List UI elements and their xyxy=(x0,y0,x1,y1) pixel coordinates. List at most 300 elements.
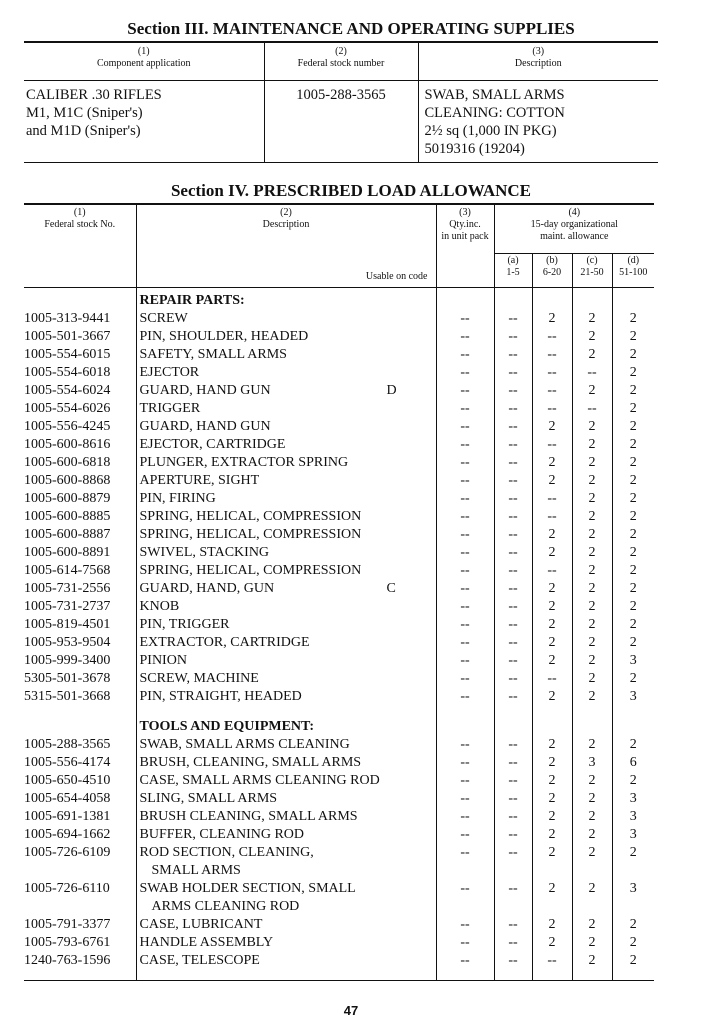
qty-in-unit-pack: -- xyxy=(436,310,494,328)
allowance-a: -- xyxy=(494,598,532,616)
allowance-a: -- xyxy=(494,490,532,508)
federal-stock-number: 1005-691-1381 xyxy=(24,809,111,824)
federal-stock-number: 1005-791-3377 xyxy=(24,917,111,932)
allowance-d: 3 xyxy=(612,808,654,826)
allowance-b: -- xyxy=(532,562,572,580)
header-component-application xyxy=(24,42,264,81)
header-label: Description xyxy=(262,219,310,230)
federal-stock-number: 1005-819-4501 xyxy=(24,617,111,632)
header-federal-stock-number xyxy=(264,42,418,81)
description-line: PIN, FIRING xyxy=(139,491,216,506)
qty-in-unit-pack: -- xyxy=(436,382,494,400)
spacer-cell xyxy=(612,706,654,714)
allowance-a: -- xyxy=(494,634,532,652)
spacer-cell xyxy=(136,706,436,714)
group-gap-row xyxy=(24,706,654,714)
allowance-c: 2 xyxy=(572,670,612,688)
federal-stock-number: 1005-731-2556 xyxy=(24,581,111,596)
allowance-d: 2 xyxy=(612,580,654,598)
allowance-d: 2 xyxy=(612,916,654,934)
description-line: BRUSH CLEANING, SMALL ARMS xyxy=(139,809,358,824)
allowance-d: 2 xyxy=(612,400,654,418)
allowance-a: -- xyxy=(494,736,532,754)
allowance-b: 2 xyxy=(532,472,572,490)
description-line: PIN, STRAIGHT, HEADED xyxy=(139,689,302,704)
table-row xyxy=(24,346,654,364)
header-description xyxy=(418,42,658,81)
subheader-letter: (c) xyxy=(586,255,598,266)
text-line: SWAB, SMALL ARMS xyxy=(424,87,565,103)
description-line: CASE, TELESCOPE xyxy=(139,953,260,968)
section-4-title: Section IV. PRESCRIBED LOAD ALLOWANCE xyxy=(170,181,532,200)
allowance-d: 2 xyxy=(612,436,654,454)
allowance-c: 3 xyxy=(572,754,612,772)
table-row xyxy=(24,754,654,772)
allowance-c: 2 xyxy=(572,634,612,652)
header-label: maint. allowance xyxy=(540,231,609,242)
allowance-b: 2 xyxy=(532,580,572,598)
allowance-c: 2 xyxy=(572,808,612,826)
federal-stock-number: 1005-556-4245 xyxy=(24,419,111,434)
allowance-a: -- xyxy=(494,508,532,526)
allowance-d: 2 xyxy=(612,526,654,544)
table-row xyxy=(24,688,654,706)
allowance-c: 2 xyxy=(572,616,612,634)
allowance-b: -- xyxy=(532,508,572,526)
subheader-range: 6-20 xyxy=(542,267,562,278)
header-number: (3) xyxy=(532,46,545,57)
allowance-d: 2 xyxy=(612,670,654,688)
header-number: (4) xyxy=(568,207,581,218)
prescribed-load-table xyxy=(24,203,654,981)
page-number: 47 xyxy=(343,1003,359,1018)
table-row xyxy=(24,598,654,616)
federal-stock-number: 1005-600-8891 xyxy=(24,545,111,560)
allowance-a: -- xyxy=(494,934,532,952)
description-continuation: ARMS CLEANING ROD xyxy=(151,899,300,914)
item-description xyxy=(136,934,436,952)
spacer-cell xyxy=(24,970,136,981)
table-row xyxy=(24,490,654,508)
allowance-d: 2 xyxy=(612,382,654,400)
allowance-d: 2 xyxy=(612,508,654,526)
header-label: Federal stock number xyxy=(297,58,385,69)
description-line: SAFETY, SMALL ARMS xyxy=(139,347,287,362)
allowance-c: 2 xyxy=(572,490,612,508)
item-description xyxy=(136,508,436,526)
allowance-b: -- xyxy=(532,346,572,364)
allowance-b: 2 xyxy=(532,544,572,562)
table-row xyxy=(24,808,654,826)
qty-in-unit-pack: -- xyxy=(436,826,494,844)
subheader-letter: (a) xyxy=(507,255,519,266)
subheader-letter: (b) xyxy=(546,255,558,266)
item-description xyxy=(136,454,436,472)
allowance-a: -- xyxy=(494,400,532,418)
qty-in-unit-pack: -- xyxy=(436,490,494,508)
allowance-d: 2 xyxy=(612,634,654,652)
spacer-cell xyxy=(494,970,532,981)
allowance-a: -- xyxy=(494,418,532,436)
table-row xyxy=(24,310,654,328)
allowance-a: -- xyxy=(494,310,532,328)
qty-in-unit-pack: -- xyxy=(436,508,494,526)
allowance-d: 2 xyxy=(612,364,654,382)
federal-stock-number: 1005-793-6761 xyxy=(24,935,111,950)
allowance-c: 2 xyxy=(572,562,612,580)
federal-stock-number: 1005-600-6818 xyxy=(24,455,111,470)
allowance-d: 2 xyxy=(612,328,654,346)
allowance-b: 2 xyxy=(532,790,572,808)
federal-stock-number: 1005-554-6024 xyxy=(24,383,111,398)
federal-stock-number: 1005-600-8887 xyxy=(24,527,111,542)
allowance-a: -- xyxy=(494,670,532,688)
description-line: SCREW xyxy=(139,311,188,326)
allowance-c: 2 xyxy=(572,880,612,916)
empty-quantity-cell xyxy=(612,714,654,736)
allowance-c: -- xyxy=(572,400,612,418)
description-line: BRUSH, CLEANING, SMALL ARMS xyxy=(139,755,362,770)
item-description xyxy=(136,526,436,544)
allowance-a: -- xyxy=(494,826,532,844)
allowance-b: 2 xyxy=(532,754,572,772)
description-line: SCREW, MACHINE xyxy=(139,671,259,686)
item-description xyxy=(136,652,436,670)
qty-in-unit-pack: -- xyxy=(436,790,494,808)
table-row xyxy=(24,580,654,598)
table-row xyxy=(24,382,654,400)
table-row xyxy=(24,436,654,454)
empty-stock-cell xyxy=(24,714,136,736)
spacer-cell xyxy=(436,706,494,714)
federal-stock-number: 5305-501-3678 xyxy=(24,671,111,686)
header-number: (2) xyxy=(280,207,292,218)
federal-stock-number: 1005-726-6109 xyxy=(24,845,111,860)
group-title: TOOLS AND EQUIPMENT: xyxy=(136,714,436,736)
description-line: PIN, SHOULDER, HEADED xyxy=(139,329,309,344)
group-heading-row xyxy=(24,714,654,736)
item-description xyxy=(136,346,436,364)
allowance-b: 2 xyxy=(532,934,572,952)
allowance-a: -- xyxy=(494,382,532,400)
subheader-c xyxy=(572,254,612,288)
description-line: EXTRACTOR, CARTRIDGE xyxy=(139,635,310,650)
allowance-c: 2 xyxy=(572,454,612,472)
table-row xyxy=(24,952,654,970)
item-description xyxy=(136,670,436,688)
description-line: SWAB HOLDER SECTION, SMALL xyxy=(139,881,356,896)
allowance-a: -- xyxy=(494,436,532,454)
allowance-c: 2 xyxy=(572,580,612,598)
text-line: 5019316 (19204) xyxy=(424,141,525,157)
allowance-b: 2 xyxy=(532,634,572,652)
allowance-c: 2 xyxy=(572,436,612,454)
allowance-c: 2 xyxy=(572,526,612,544)
item-description xyxy=(136,790,436,808)
allowance-d: 2 xyxy=(612,952,654,970)
header-label: 15-day organizational xyxy=(530,219,618,230)
empty-quantity-cell xyxy=(572,714,612,736)
table-row xyxy=(24,472,654,490)
prescribed-load-body xyxy=(24,288,654,981)
description-line: KNOB xyxy=(139,599,180,614)
allowance-a: -- xyxy=(494,580,532,598)
allowance-d: 2 xyxy=(612,844,654,880)
item-description xyxy=(136,598,436,616)
allowance-a: -- xyxy=(494,688,532,706)
federal-stock-number: 1005-288-3565 xyxy=(24,737,111,752)
qty-in-unit-pack: -- xyxy=(436,772,494,790)
allowance-b: 2 xyxy=(532,916,572,934)
allowance-b: 2 xyxy=(532,526,572,544)
allowance-d: 2 xyxy=(612,772,654,790)
spacer-cell xyxy=(494,706,532,714)
allowance-a: -- xyxy=(494,526,532,544)
qty-in-unit-pack: -- xyxy=(436,346,494,364)
qty-in-unit-pack: -- xyxy=(436,400,494,418)
federal-stock-number: 1005-654-4058 xyxy=(24,791,111,806)
subheader-a xyxy=(494,254,532,288)
description-cell xyxy=(418,81,658,163)
federal-stock-number: 1005-313-9441 xyxy=(24,311,111,326)
header-label: in unit pack xyxy=(441,231,489,242)
table-row xyxy=(24,526,654,544)
allowance-a: -- xyxy=(494,472,532,490)
header-number: (3) xyxy=(459,207,471,218)
table-row xyxy=(24,418,654,436)
allowance-a: -- xyxy=(494,952,532,970)
qty-in-unit-pack: -- xyxy=(436,454,494,472)
item-description xyxy=(136,490,436,508)
federal-stock-number: 1005-600-8616 xyxy=(24,437,111,452)
qty-in-unit-pack: -- xyxy=(436,364,494,382)
usable-on-code: C xyxy=(386,581,396,596)
allowance-d: 2 xyxy=(612,472,654,490)
empty-quantity-cell xyxy=(436,714,494,736)
item-description xyxy=(136,772,436,790)
description-line: SPRING, HELICAL, COMPRESSION xyxy=(139,563,362,578)
allowance-c: 2 xyxy=(572,652,612,670)
allowance-a: -- xyxy=(494,844,532,880)
allowance-b: 2 xyxy=(532,736,572,754)
item-description xyxy=(136,436,436,454)
item-description xyxy=(136,544,436,562)
spacer-cell xyxy=(24,706,136,714)
allowance-a: -- xyxy=(494,754,532,772)
allowance-b: -- xyxy=(532,670,572,688)
allowance-c: 2 xyxy=(572,688,612,706)
allowance-a: -- xyxy=(494,652,532,670)
qty-in-unit-pack: -- xyxy=(436,598,494,616)
description-line: HANDLE ASSEMBLY xyxy=(139,935,274,950)
allowance-d: 2 xyxy=(612,598,654,616)
federal-stock-number: 1005-600-8868 xyxy=(24,473,111,488)
allowance-b: 2 xyxy=(532,616,572,634)
allowance-a: -- xyxy=(494,808,532,826)
table-row xyxy=(24,880,654,916)
allowance-b: 2 xyxy=(532,844,572,880)
federal-stock-number: 1005-694-1662 xyxy=(24,827,111,842)
header-label: Component application xyxy=(96,58,191,69)
description-line: EJECTOR xyxy=(139,365,200,380)
description-line: GUARD, HAND GUN xyxy=(139,383,271,398)
allowance-c: 2 xyxy=(572,328,612,346)
description-line: TRIGGER xyxy=(139,401,201,416)
item-description xyxy=(136,880,436,916)
spacer-cell xyxy=(436,970,494,981)
table-row xyxy=(24,634,654,652)
item-description xyxy=(136,688,436,706)
item-description xyxy=(136,328,436,346)
allowance-b: -- xyxy=(532,436,572,454)
allowance-c: 2 xyxy=(572,382,612,400)
spacer-cell xyxy=(136,970,436,981)
federal-stock-number: 5315-501-3668 xyxy=(24,689,111,704)
subheader-range: 21-50 xyxy=(580,267,604,278)
allowance-b: 2 xyxy=(532,808,572,826)
item-description xyxy=(136,754,436,772)
usable-on-code: D xyxy=(386,383,397,398)
qty-in-unit-pack: -- xyxy=(436,562,494,580)
qty-in-unit-pack: -- xyxy=(436,934,494,952)
empty-quantity-cell xyxy=(436,288,494,311)
allowance-d: 3 xyxy=(612,688,654,706)
qty-in-unit-pack: -- xyxy=(436,580,494,598)
allowance-d: 2 xyxy=(612,418,654,436)
qty-in-unit-pack: -- xyxy=(436,844,494,880)
item-description xyxy=(136,418,436,436)
allowance-b: 2 xyxy=(532,826,572,844)
table-row xyxy=(24,916,654,934)
allowance-d: 2 xyxy=(612,490,654,508)
federal-stock-number: 1005-501-3667 xyxy=(24,329,111,344)
qty-in-unit-pack: -- xyxy=(436,472,494,490)
spacer-cell xyxy=(532,970,572,981)
stock-number-cell: 1005-288-3565 xyxy=(264,81,418,163)
allowance-b: 2 xyxy=(532,688,572,706)
group-heading-row xyxy=(24,288,654,311)
item-description xyxy=(136,916,436,934)
allowance-c: -- xyxy=(572,364,612,382)
federal-stock-number: 1005-731-2737 xyxy=(24,599,111,614)
federal-stock-number: 1005-600-8885 xyxy=(24,509,111,524)
item-description xyxy=(136,616,436,634)
allowance-a: -- xyxy=(494,772,532,790)
description-line: GUARD, HAND GUN xyxy=(139,419,271,434)
qty-in-unit-pack: -- xyxy=(436,952,494,970)
allowance-b: 2 xyxy=(532,880,572,916)
text-line: CALIBER .30 RIFLES xyxy=(26,87,162,103)
allowance-b: 2 xyxy=(532,310,572,328)
federal-stock-number: 1005-953-9504 xyxy=(24,635,111,650)
allowance-c: 2 xyxy=(572,772,612,790)
allowance-c: 2 xyxy=(572,934,612,952)
table-header-row xyxy=(24,42,658,81)
qty-in-unit-pack: -- xyxy=(436,616,494,634)
spacer-cell xyxy=(572,706,612,714)
subheader-d xyxy=(612,254,654,288)
text-line: and M1D (Sniper's) xyxy=(26,123,141,139)
header-federal-stock-no xyxy=(24,204,136,288)
header-number: (1) xyxy=(73,207,86,218)
description-line: SPRING, HELICAL, COMPRESSION xyxy=(139,509,362,524)
allowance-c: 2 xyxy=(572,598,612,616)
header-description xyxy=(136,204,436,288)
qty-in-unit-pack: -- xyxy=(436,436,494,454)
allowance-b: -- xyxy=(532,952,572,970)
table-row xyxy=(24,844,654,880)
allowance-a: -- xyxy=(494,346,532,364)
allowance-d: 3 xyxy=(612,790,654,808)
allowance-a: -- xyxy=(494,880,532,916)
table-row xyxy=(24,670,654,688)
spacer-cell xyxy=(572,970,612,981)
allowance-a: -- xyxy=(494,454,532,472)
header-label: Federal stock No. xyxy=(44,219,116,230)
federal-stock-number: 1005-726-6110 xyxy=(24,881,110,896)
header-qty-inc-unit-pack xyxy=(436,204,494,288)
text-line: 2½ sq (1,000 IN PKG) xyxy=(424,123,557,139)
allowance-c: 2 xyxy=(572,508,612,526)
empty-quantity-cell xyxy=(532,288,572,311)
table-row xyxy=(24,772,654,790)
table-row xyxy=(24,328,654,346)
qty-in-unit-pack: -- xyxy=(436,418,494,436)
item-description xyxy=(136,808,436,826)
table-row xyxy=(24,400,654,418)
description-line: SPRING, HELICAL, COMPRESSION xyxy=(139,527,362,542)
subheader-range: 51-100 xyxy=(619,267,648,278)
header-number: (1) xyxy=(137,46,150,57)
empty-quantity-cell xyxy=(572,288,612,311)
table-header-row xyxy=(24,204,654,254)
allowance-d: 2 xyxy=(612,346,654,364)
table-row xyxy=(24,616,654,634)
allowance-d: 3 xyxy=(612,880,654,916)
item-description xyxy=(136,382,436,400)
qty-in-unit-pack: -- xyxy=(436,808,494,826)
federal-stock-number: 1005-650-4510 xyxy=(24,773,111,788)
table-row xyxy=(24,508,654,526)
item-description xyxy=(136,580,436,598)
allowance-c: 2 xyxy=(572,346,612,364)
federal-stock-number: 1005-554-6026 xyxy=(24,401,111,416)
allowance-d: 2 xyxy=(612,454,654,472)
description-line: PINION xyxy=(139,653,187,668)
allowance-b: 2 xyxy=(532,772,572,790)
item-description xyxy=(136,310,436,328)
allowance-b: 2 xyxy=(532,454,572,472)
qty-in-unit-pack: -- xyxy=(436,916,494,934)
allowance-b: 2 xyxy=(532,418,572,436)
header-label: Qty.inc. xyxy=(449,219,481,230)
subheader-range: 1-5 xyxy=(506,267,520,278)
table-row xyxy=(24,544,654,562)
item-description xyxy=(136,952,436,970)
allowance-c: 2 xyxy=(572,310,612,328)
allowance-b: 2 xyxy=(532,598,572,616)
table-row xyxy=(24,454,654,472)
component-application-cell xyxy=(24,81,264,163)
allowance-d: 2 xyxy=(612,310,654,328)
description-line: APERTURE, SIGHT xyxy=(139,473,260,488)
description-line: CASE, LUBRICANT xyxy=(139,917,263,932)
federal-stock-number: 1005-600-8879 xyxy=(24,491,111,506)
allowance-b: -- xyxy=(532,382,572,400)
item-description xyxy=(136,364,436,382)
group-title: REPAIR PARTS: xyxy=(136,288,436,311)
empty-quantity-cell xyxy=(532,714,572,736)
